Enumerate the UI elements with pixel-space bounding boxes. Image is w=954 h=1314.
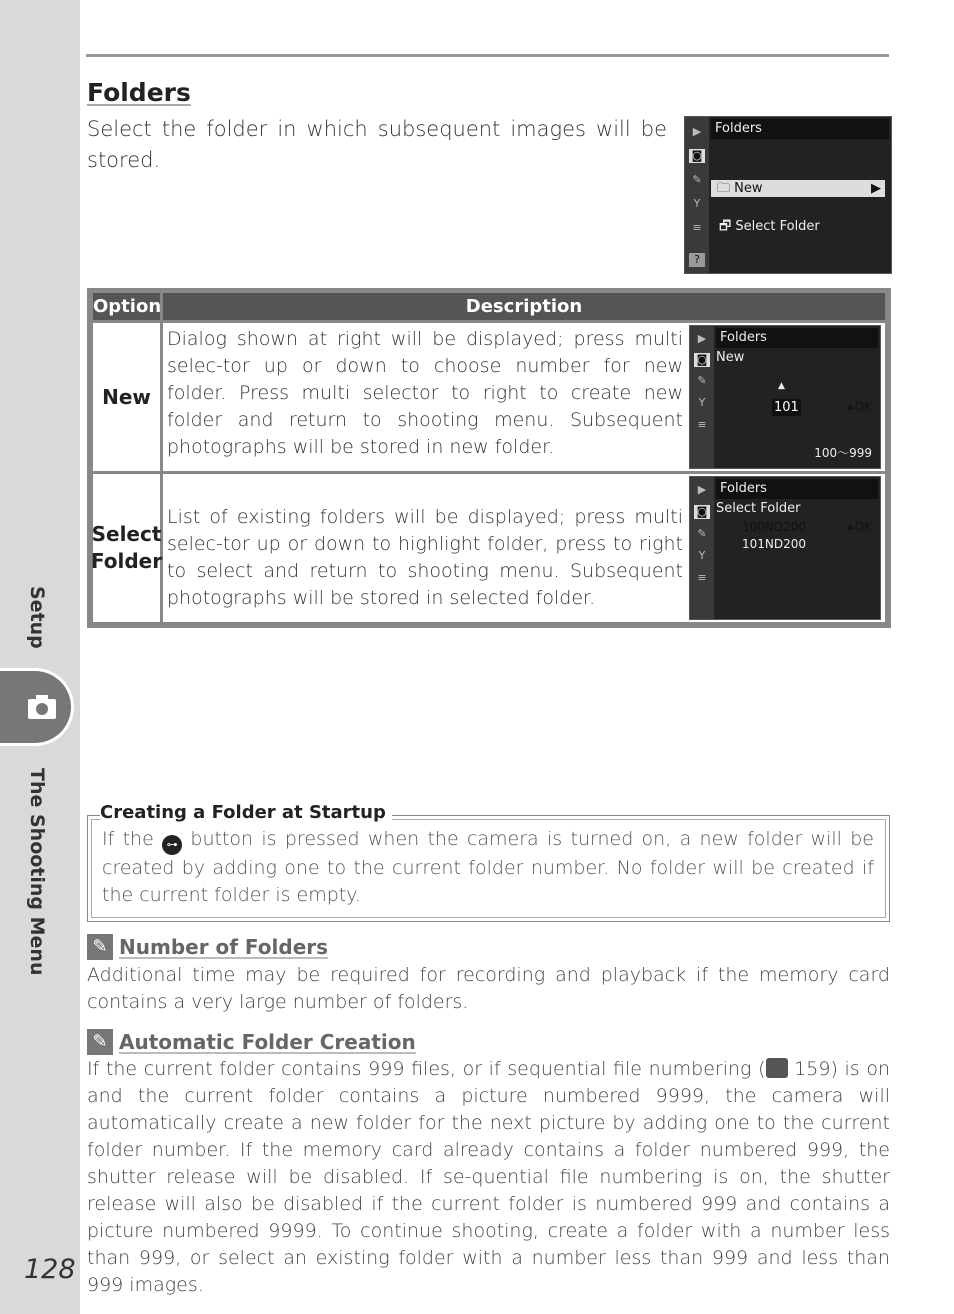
wrench-icon: Y bbox=[693, 197, 701, 210]
pencil-icon: ✎ bbox=[697, 527, 707, 540]
menu-rail bbox=[690, 326, 714, 468]
camera-icon: ◙ bbox=[694, 505, 710, 519]
sidebar-section-label: The Shooting Menu bbox=[26, 768, 48, 976]
table-row-description-new: Dialog shown at right will be displayed; press multi selec-tor up or down to choose number for new folder. Press multi selector to right to create new folder and return to shooting menu. Subsequent photographs will be stored in new folder. bbox=[163, 323, 687, 471]
camera-icon: ◙ bbox=[694, 353, 710, 367]
camera-icon: ◙ bbox=[689, 149, 705, 163]
folder-item-label: 100ND200 bbox=[742, 520, 807, 534]
menu-rail bbox=[690, 477, 714, 619]
note-title: Creating a Folder at Startup bbox=[100, 802, 392, 823]
table-header-option: Option bbox=[93, 293, 160, 320]
wrench-icon: Y bbox=[698, 396, 706, 409]
ok-label: ▸OK bbox=[848, 400, 872, 414]
section-automatic-folder-creation bbox=[87, 1029, 416, 1055]
table-row-screen-cell-new bbox=[687, 323, 885, 471]
arrow-right-icon: ▶ bbox=[871, 181, 881, 196]
playback-icon: ▶ bbox=[697, 332, 707, 345]
table-header-description: Description bbox=[163, 293, 885, 320]
help-icon: ? bbox=[689, 253, 705, 267]
protect-button-icon: ⊶ bbox=[162, 835, 182, 855]
table-row-option-new: New bbox=[93, 323, 160, 471]
note-body-before: If the bbox=[102, 828, 163, 850]
page-number: 128 bbox=[24, 1254, 76, 1285]
section-title: Automatic Folder Creation bbox=[119, 1030, 416, 1054]
section-title: Number of Folders bbox=[119, 935, 329, 959]
pencil-icon: ✎ bbox=[692, 173, 702, 186]
screen-subtitle: Select Folder bbox=[716, 501, 801, 516]
pencil-icon: ✎ bbox=[697, 374, 707, 387]
list-icon: ≡ bbox=[697, 418, 707, 431]
playback-icon: ▶ bbox=[697, 483, 707, 496]
folder-item-label: 101ND200 bbox=[742, 537, 807, 551]
menu-rail bbox=[685, 117, 709, 273]
note-body bbox=[102, 826, 874, 909]
section-number-of-folders bbox=[87, 934, 328, 960]
pencil-note-icon: ✎ bbox=[87, 1029, 113, 1055]
table-row-option-select-folder: Select Folder bbox=[93, 474, 160, 622]
menu-item-select-folder bbox=[719, 217, 820, 239]
table-row-screen-cell-select-folder bbox=[687, 474, 885, 622]
note-body-after: button is pressed when the camera is turned on, a new folder will be created by adding one to the current folder number. No folder will be created if the current folder is empty. bbox=[102, 828, 874, 906]
list-icon: ≡ bbox=[692, 221, 702, 234]
section-body-before: If the current folder contains 999 files, or if sequential file numbering ( bbox=[87, 1058, 766, 1080]
arrow-up-icon: ▲ bbox=[778, 381, 785, 391]
ok-label: ▸OK bbox=[848, 520, 872, 534]
camera-screen-select-folder bbox=[689, 476, 881, 620]
camera-screen-new bbox=[689, 325, 881, 469]
wrench-icon: Y bbox=[698, 549, 706, 562]
section-body: Additional time may be required for recording and playback if the memory card contains a very large number of folders. bbox=[87, 964, 890, 1013]
intro-text: Select the folder in which subsequent images will be stored. bbox=[87, 117, 667, 172]
screen-title: Folders bbox=[716, 328, 878, 348]
ok-text: OK bbox=[854, 520, 872, 534]
top-rule bbox=[86, 54, 889, 57]
list-icon: ≡ bbox=[697, 571, 707, 584]
section-body-after: ) is on and the current folder contains a picture numbered 9999, the camera will automatically create a new folder for the next picture by adding one to the current folder number. If the memory card already contains a folder numbered 999, the shutter release will be disabled. If se-quential file numbering is on, the shutter release will also be disabled if the current folder is numbered 999 and contains a picture numbered 9999. To continue shooting, create a folder with a number less than 999, or select an existing folder with a number less than 999 and less than 999 images. bbox=[87, 1058, 891, 1296]
table-row-description-select-folder: List of existing folders will be displayed; press multi selec-tor up or down to highlight folder, press to right to select and return to shooting menu. Subsequent photographs will be stored in selected folder. bbox=[163, 474, 687, 622]
screen-subtitle: New bbox=[716, 350, 745, 365]
camera-screen-folders bbox=[684, 116, 892, 274]
pencil-note-icon: ✎ bbox=[87, 934, 113, 960]
folder-number-value: 101 bbox=[774, 400, 799, 415]
sidebar-setup-label: Setup bbox=[26, 586, 48, 649]
section-body bbox=[87, 1056, 890, 1299]
playback-icon: ▶ bbox=[692, 125, 702, 138]
folders-icon: 🗗 bbox=[719, 219, 732, 234]
folder-range: 100～999 bbox=[814, 446, 872, 460]
menu-item-new bbox=[711, 180, 885, 197]
screen-title: Folders bbox=[711, 119, 889, 139]
screen-title: Folders bbox=[716, 479, 878, 499]
camera-icon bbox=[22, 689, 62, 729]
option-table bbox=[87, 288, 891, 628]
page-title: Folders bbox=[87, 78, 191, 107]
folder-new-icon: 🗀 bbox=[717, 181, 731, 196]
menu-item-select-folder-label: Select Folder bbox=[735, 219, 820, 234]
ok-text: OK bbox=[854, 400, 872, 414]
menu-item-new-label: New bbox=[734, 181, 763, 196]
page-reference: 159 bbox=[787, 1058, 831, 1080]
sidebar bbox=[0, 0, 80, 1314]
page-reference-icon bbox=[766, 1058, 788, 1078]
